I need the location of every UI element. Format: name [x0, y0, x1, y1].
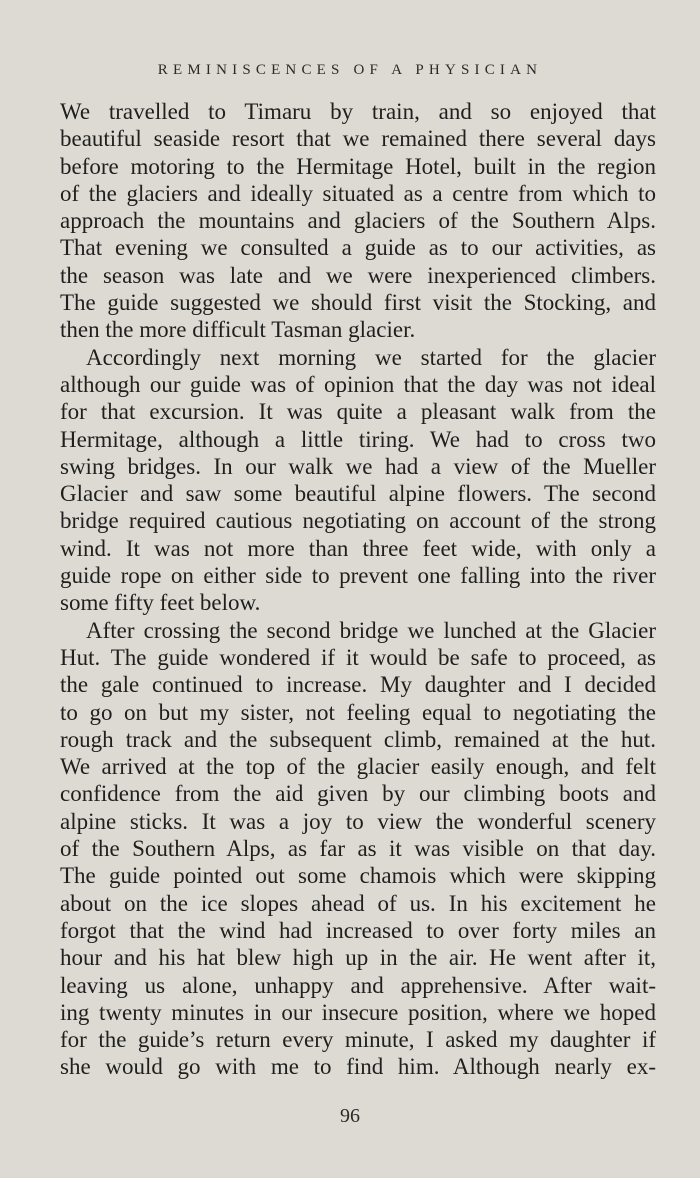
text-line: wind. It was not more than three feet wide, with only a: [60, 535, 656, 561]
running-head: REMINISCENCES OF A PHYSICIAN: [157, 62, 543, 78]
text-line: ing twenty minutes in our insecure position, where we hoped: [60, 999, 656, 1025]
text-line: for the guide’s return every minute, I asked my daughter if: [60, 1027, 656, 1053]
text-line: guide rope on either side to prevent one falling into the river: [60, 563, 656, 589]
text-line: confidence from the aid given by our climbing boots and: [60, 781, 656, 807]
text-line: approach the mountains and glaciers of the Southern Alps.: [60, 208, 656, 234]
text-line: Hermitage, although a little tiring. We had to cross two: [60, 426, 656, 452]
text-line: Glacier and saw some beautiful alpine flowers. The second: [60, 481, 656, 507]
text-line: she would go with me to find him. Although nearly ex-: [60, 1054, 656, 1080]
text-line: We travelled to Timaru by train, and so enjoyed that: [60, 99, 656, 124]
text-line: bridge required cautious negotiating on account of the strong: [60, 508, 656, 534]
text-line: The guide suggested we should first visit the Stocking, and: [60, 290, 656, 316]
text-line: That evening we consulted a guide as to our activities, as: [60, 235, 656, 261]
text-line: Accordingly next morning we started for the glacier: [86, 344, 656, 370]
text-line: swing bridges. In our walk we had a view of the Mueller: [60, 453, 656, 479]
text-line: before motoring to the Hermitage Hotel, built in the region: [60, 153, 656, 179]
text-line: some fifty feet below.: [60, 590, 261, 616]
body-text: [60, 98, 656, 1081]
text-line: The guide pointed out some chamois which were skipping: [60, 863, 656, 889]
text-line: We arrived at the top of the glacier easily enough, and felt: [60, 754, 656, 780]
text-line: of the Southern Alps, as far as it was visible on that day.: [60, 836, 656, 862]
text-line: the season was late and we were inexperienced climbers.: [60, 262, 656, 288]
text-line: alpine sticks. It was a joy to view the wonderful scenery: [60, 808, 656, 834]
text-line: of the glaciers and ideally situated as a centre from which to: [60, 180, 656, 206]
text-line: about on the ice slopes ahead of us. In his excitement he: [60, 890, 656, 916]
text-line: After crossing the second bridge we lunched at the Glacier: [86, 617, 656, 643]
text-line: Hut. The guide wondered if it would be safe to proceed, as: [60, 644, 656, 670]
page-number: 96: [340, 1105, 360, 1127]
text-line: the gale continued to increase. My daughter and I decided: [60, 672, 656, 698]
text-line: for that excursion. It was quite a pleasant walk from the: [60, 399, 656, 425]
text-line: forgot that the wind had increased to over forty miles an: [60, 917, 656, 943]
text-line: hour and his hat blew high up in the air. He went after it,: [60, 945, 656, 971]
text-line: leaving us alone, unhappy and apprehensive. After wait-: [60, 972, 656, 998]
text-line: then the more difficult Tasman glacier.: [60, 317, 416, 343]
text-line: beautiful seaside resort that we remained there several days: [60, 126, 656, 152]
text-line: although our guide was of opinion that the day was not ideal: [60, 371, 656, 397]
text-line: to go on but my sister, not feeling equal to negotiating the: [60, 699, 656, 725]
text-line: rough track and the subsequent climb, remained at the hut.: [60, 726, 656, 752]
